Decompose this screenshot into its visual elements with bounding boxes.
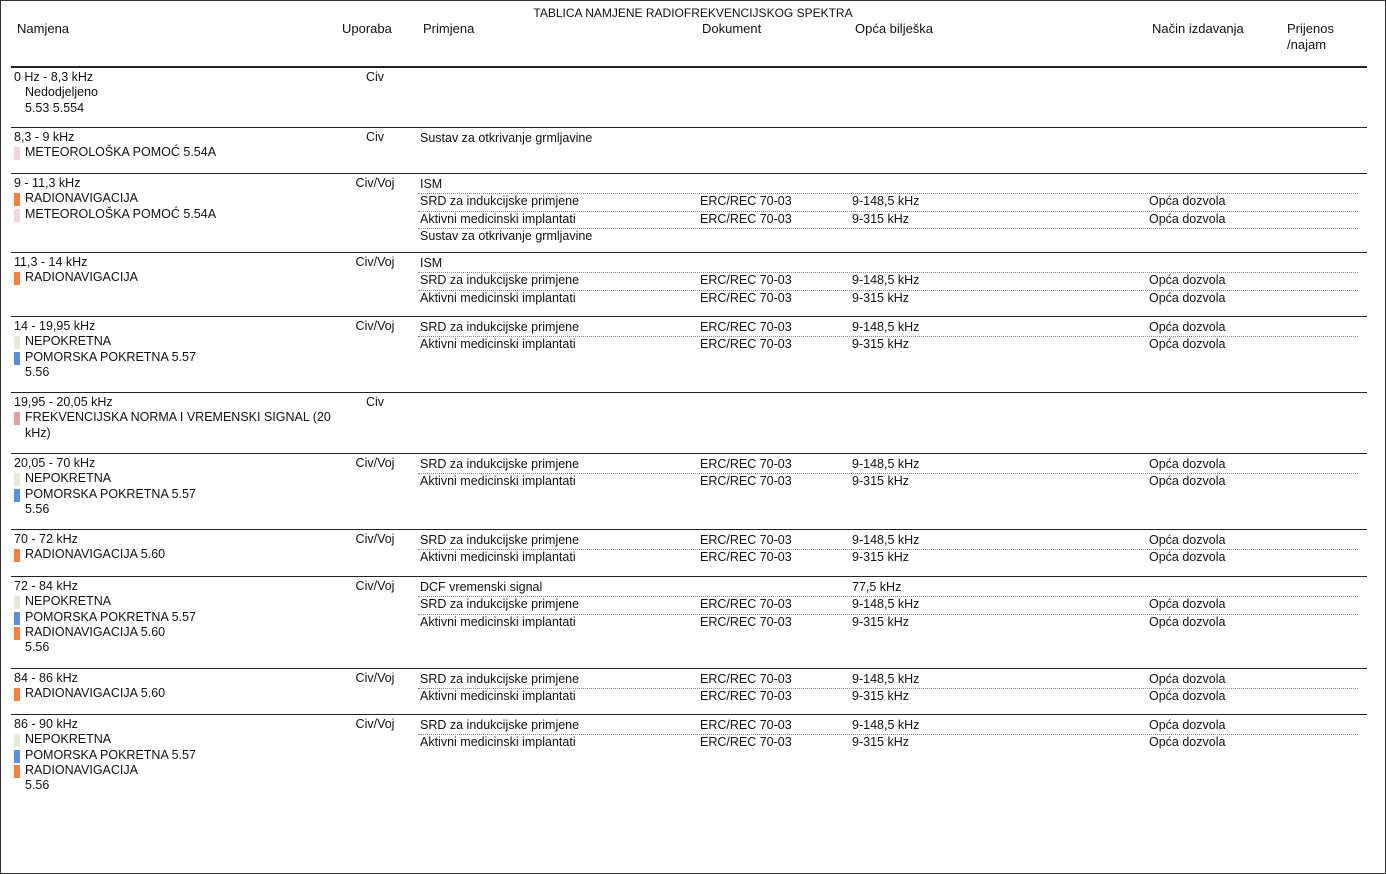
application-document: ERC/REC 70-03: [700, 320, 792, 334]
application-row: [418, 550, 1358, 566]
applications-list: [418, 533, 1358, 567]
applications-list: [418, 256, 1358, 307]
service-item: [14, 547, 344, 562]
application-note: 77,5 kHz: [852, 580, 902, 594]
application-document: ERC/REC 70-03: [700, 614, 792, 629]
service-color-swatch: [14, 549, 20, 562]
service-item: [14, 191, 344, 206]
application-name: Aktivni medicinski implantati: [420, 474, 576, 489]
table-row: [11, 252, 1367, 305]
header-prijenos-line2: /najam: [1287, 37, 1327, 52]
licensing-method: Opća dozvola: [1149, 533, 1226, 547]
service-label: RADIONAVIGACIJA 5.60: [25, 686, 166, 701]
application-name: SRD za indukcijske primjene: [420, 533, 580, 547]
application-name: SRD za indukcijske primjene: [420, 672, 580, 686]
service-label: NEPOKRETNA: [25, 594, 112, 609]
application-note: 9-148,5 kHz: [852, 194, 920, 209]
allocation-cell: [14, 579, 344, 655]
application-note: 9-315 kHz: [852, 735, 909, 750]
service-label: NEPOKRETNA: [25, 732, 112, 747]
application-row: [418, 337, 1358, 353]
licensing-method: Opća dozvola: [1149, 273, 1226, 288]
header-prijenos: [1287, 21, 1334, 53]
application-row: [418, 597, 1358, 614]
service-label: POMORSKA POKRETNA 5.57: [25, 486, 196, 501]
table-row: [11, 529, 1367, 565]
applications-list: [418, 580, 1358, 631]
service-color-swatch: [14, 596, 20, 609]
licensing-method: Opća dozvola: [1149, 194, 1226, 209]
use-cell: Civ: [365, 70, 385, 84]
frequency-range: 70 - 72 kHz: [14, 532, 78, 546]
service-item: [14, 270, 344, 285]
header-nacin-izdavanja: Način izdavanja: [1152, 21, 1244, 36]
application-document: ERC/REC 70-03: [700, 194, 792, 209]
licensing-method: Opća dozvola: [1149, 718, 1226, 732]
use-cell: Civ/Voj: [355, 532, 395, 546]
application-document: ERC/REC 70-03: [700, 597, 792, 612]
service-label: RADIONAVIGACIJA: [25, 270, 138, 285]
application-document: ERC/REC 70-03: [700, 718, 792, 732]
applications-list: [418, 718, 1358, 752]
application-row: [418, 474, 1358, 490]
service-label: RADIONAVIGACIJA: [25, 762, 138, 777]
application-note: 9-315 kHz: [852, 211, 909, 226]
service-item: [14, 487, 344, 502]
application-name: Aktivni medicinski implantati: [420, 211, 576, 226]
licensing-method: Opća dozvola: [1149, 735, 1226, 750]
use-cell: Civ: [365, 130, 385, 144]
allocation-cell: [14, 717, 344, 793]
service-item: [14, 763, 344, 778]
application-note: 9-315 kHz: [852, 290, 909, 305]
application-row: [418, 256, 1358, 273]
use-cell: Civ/Voj: [355, 176, 395, 190]
service-color-swatch: [14, 412, 20, 425]
application-note: 9-315 kHz: [852, 614, 909, 629]
licensing-method: Opća dozvola: [1149, 290, 1226, 305]
licensing-method: Opća dozvola: [1149, 597, 1226, 612]
header-namjena: Namjena: [17, 21, 70, 36]
application-document: ERC/REC 70-03: [700, 533, 792, 547]
service-label: POMORSKA POKRETNA 5.57: [25, 747, 196, 762]
application-name: Aktivni medicinski implantati: [420, 290, 576, 305]
application-row: [418, 212, 1358, 229]
application-note: 9-148,5 kHz: [852, 273, 920, 288]
frequency-range: 84 - 86 kHz: [14, 671, 78, 685]
service-color-swatch: [14, 750, 20, 763]
service-item: [14, 471, 344, 486]
application-note: 9-148,5 kHz: [852, 320, 920, 334]
service-item: [14, 686, 344, 701]
header-uporaba: Uporaba: [342, 21, 392, 36]
application-row: [418, 229, 1358, 245]
service-label: FREKVENCIJSKA NORMA I VREMENSKI SIGNAL (20 kHz): [25, 410, 331, 440]
table-row: [11, 67, 1367, 115]
header-primjena: Primjena: [423, 21, 475, 36]
service-label: METEOROLOŠKA POMOĆ 5.54A: [25, 206, 217, 221]
service-item: [14, 85, 344, 100]
applications-list: [418, 457, 1358, 491]
service-color-swatch: [14, 489, 20, 502]
licensing-method: Opća dozvola: [1149, 614, 1226, 629]
application-document: ERC/REC 70-03: [700, 689, 792, 704]
allocation-cell: [14, 532, 344, 563]
service-color-swatch: [14, 209, 20, 222]
frequency-range: 14 - 19,95 kHz: [14, 319, 96, 333]
applications-list: [418, 131, 1358, 147]
application-note: 9-148,5 kHz: [852, 597, 920, 612]
application-row: [418, 273, 1358, 290]
application-document: ERC/REC 70-03: [700, 457, 792, 471]
application-name: SRD za indukcijske primjene: [420, 320, 580, 334]
service-color-swatch: [14, 147, 20, 160]
service-color-swatch: [14, 193, 20, 206]
allocation-cell: [14, 395, 344, 441]
service-item: [14, 732, 344, 747]
service-label: POMORSKA POKRETNA 5.57: [25, 609, 196, 624]
allocation-cell: [14, 319, 344, 380]
header-opca-biljeska: Opća bilješka: [855, 21, 934, 36]
application-name: Aktivni medicinski implantati: [420, 337, 576, 352]
service-label: RADIONAVIGACIJA 5.60: [25, 547, 166, 562]
allocation-cell: [14, 130, 344, 161]
frequency-range: 86 - 90 kHz: [14, 717, 78, 731]
frequency-range: 8,3 - 9 kHz: [14, 130, 75, 144]
service-label: POMORSKA POKRETNA 5.57: [25, 349, 196, 364]
application-name: ISM: [420, 177, 443, 191]
application-note: 9-315 kHz: [852, 474, 909, 489]
application-name: DCF vremenski signal: [420, 580, 543, 594]
table-row: [11, 127, 1367, 160]
service-label: RADIONAVIGACIJA 5.60: [25, 624, 166, 639]
service-item: [14, 350, 344, 365]
application-document: ERC/REC 70-03: [700, 273, 792, 288]
licensing-method: Opća dozvola: [1149, 457, 1226, 471]
application-row: [418, 580, 1358, 597]
application-row: [418, 689, 1358, 705]
application-document: ERC/REC 70-03: [700, 672, 792, 686]
allocation-cell: [14, 255, 344, 286]
application-name: ISM: [420, 256, 443, 270]
service-label: NEPOKRETNA: [25, 334, 112, 349]
footnote-refs: 5.53 5.554: [25, 100, 85, 115]
use-cell: Civ/Voj: [355, 671, 395, 685]
table-row: [11, 453, 1367, 516]
frequency-range: 20,05 - 70 kHz: [14, 456, 96, 470]
service-item: [14, 625, 344, 640]
use-cell: Civ/Voj: [355, 717, 395, 731]
application-row: [418, 672, 1358, 689]
application-name: SRD za indukcijske primjene: [420, 194, 580, 209]
footnote-refs: 5.56: [25, 640, 50, 655]
use-cell: Civ/Voj: [355, 255, 395, 269]
allocation-cell: [14, 70, 344, 116]
application-document: ERC/REC 70-03: [700, 735, 792, 750]
application-name: Aktivni medicinski implantati: [420, 689, 576, 704]
application-row: [418, 533, 1358, 550]
allocation-cell: [14, 671, 344, 702]
application-row: [418, 457, 1358, 474]
allocation-cell: [14, 456, 344, 517]
application-document: ERC/REC 70-03: [700, 337, 792, 352]
application-name: Aktivni medicinski implantati: [420, 735, 576, 750]
application-name: Aktivni medicinski implantati: [420, 614, 576, 629]
service-color-swatch: [14, 734, 20, 747]
application-name: SRD za indukcijske primjene: [420, 273, 580, 288]
application-note: 9-315 kHz: [852, 550, 909, 565]
application-note: 9-148,5 kHz: [852, 672, 920, 686]
application-name: Aktivni medicinski implantati: [420, 550, 576, 565]
document-title: TABLICA NAMJENE RADIOFREKVENCIJSKOG SPEKTRA: [533, 6, 853, 20]
table-row: [11, 173, 1367, 244]
use-cell: Civ/Voj: [355, 579, 395, 593]
allocation-cell: [14, 176, 344, 222]
frequency-range: 0 Hz - 8,3 kHz: [14, 70, 94, 84]
application-row: [418, 718, 1358, 735]
service-item: [14, 334, 344, 349]
application-note: 9-148,5 kHz: [852, 533, 920, 547]
application-note: 9-315 kHz: [852, 337, 909, 352]
service-color-swatch: [14, 352, 20, 365]
table-row: [11, 714, 1367, 793]
application-note: 9-148,5 kHz: [852, 457, 920, 471]
service-label: RADIONAVIGACIJA: [25, 191, 138, 206]
header-prijenos-line1: Prijenos: [1287, 21, 1334, 36]
frequency-range: 9 - 11,3 kHz: [14, 176, 81, 190]
service-color-swatch: [14, 627, 20, 640]
service-label: Nedodjeljeno: [25, 85, 98, 100]
service-color-swatch: [14, 612, 20, 625]
footnote-refs: 5.56: [25, 501, 50, 516]
table-row: [11, 576, 1367, 655]
application-note: 9-315 kHz: [852, 689, 909, 704]
service-color-swatch: [14, 473, 20, 486]
frequency-range: 19,95 - 20,05 kHz: [14, 395, 113, 409]
service-item: [14, 748, 344, 763]
licensing-method: Opća dozvola: [1149, 337, 1226, 352]
application-name: Sustav za otkrivanje grmljavine: [420, 229, 593, 244]
footnote-refs: 5.56: [25, 778, 50, 793]
service-color-swatch: [14, 688, 20, 701]
frequency-range: 72 - 84 kHz: [14, 579, 78, 593]
service-color-swatch: [14, 272, 20, 285]
application-document: ERC/REC 70-03: [700, 211, 792, 226]
service-item: [14, 410, 344, 441]
applications-list: [418, 320, 1358, 354]
application-document: ERC/REC 70-03: [700, 550, 792, 565]
licensing-method: Opća dozvola: [1149, 211, 1226, 226]
service-label: NEPOKRETNA: [25, 471, 112, 486]
frequency-range: 11,3 - 14 kHz: [14, 255, 88, 269]
application-name: SRD za indukcijske primjene: [420, 597, 580, 612]
application-row: [418, 291, 1358, 307]
application-row: [418, 177, 1358, 194]
application-name: SRD za indukcijske primjene: [420, 718, 580, 732]
application-note: 9-148,5 kHz: [852, 718, 920, 732]
application-row: [418, 320, 1358, 337]
application-row: [418, 735, 1358, 751]
table-row: [11, 316, 1367, 379]
use-cell: Civ/Voj: [355, 319, 395, 333]
service-item: [14, 145, 344, 160]
applications-list: [418, 177, 1358, 246]
application-document: ERC/REC 70-03: [700, 474, 792, 489]
use-cell: Civ: [365, 395, 385, 409]
licensing-method: Opća dozvola: [1149, 672, 1226, 686]
service-item: [14, 207, 344, 222]
table-row: [11, 668, 1367, 704]
application-name: SRD za indukcijske primjene: [420, 457, 580, 471]
application-name: Sustav za otkrivanje grmljavine: [420, 131, 593, 145]
service-item: [14, 610, 344, 625]
application-document: ERC/REC 70-03: [700, 290, 792, 305]
licensing-method: Opća dozvola: [1149, 474, 1226, 489]
licensing-method: Opća dozvola: [1149, 320, 1226, 334]
table-row: [11, 392, 1367, 440]
applications-list: [418, 672, 1358, 706]
application-row: [418, 615, 1358, 631]
service-color-swatch: [14, 765, 20, 778]
application-row: [418, 194, 1358, 211]
service-label: METEOROLOŠKA POMOĆ 5.54A: [25, 145, 217, 160]
licensing-method: Opća dozvola: [1149, 689, 1226, 704]
header-dokument: Dokument: [702, 21, 762, 36]
service-color-swatch: [14, 336, 20, 349]
footnote-refs: 5.56: [25, 364, 50, 379]
licensing-method: Opća dozvola: [1149, 550, 1226, 565]
use-cell: Civ/Voj: [355, 456, 395, 470]
service-item: [14, 594, 344, 609]
application-row: [418, 131, 1358, 147]
